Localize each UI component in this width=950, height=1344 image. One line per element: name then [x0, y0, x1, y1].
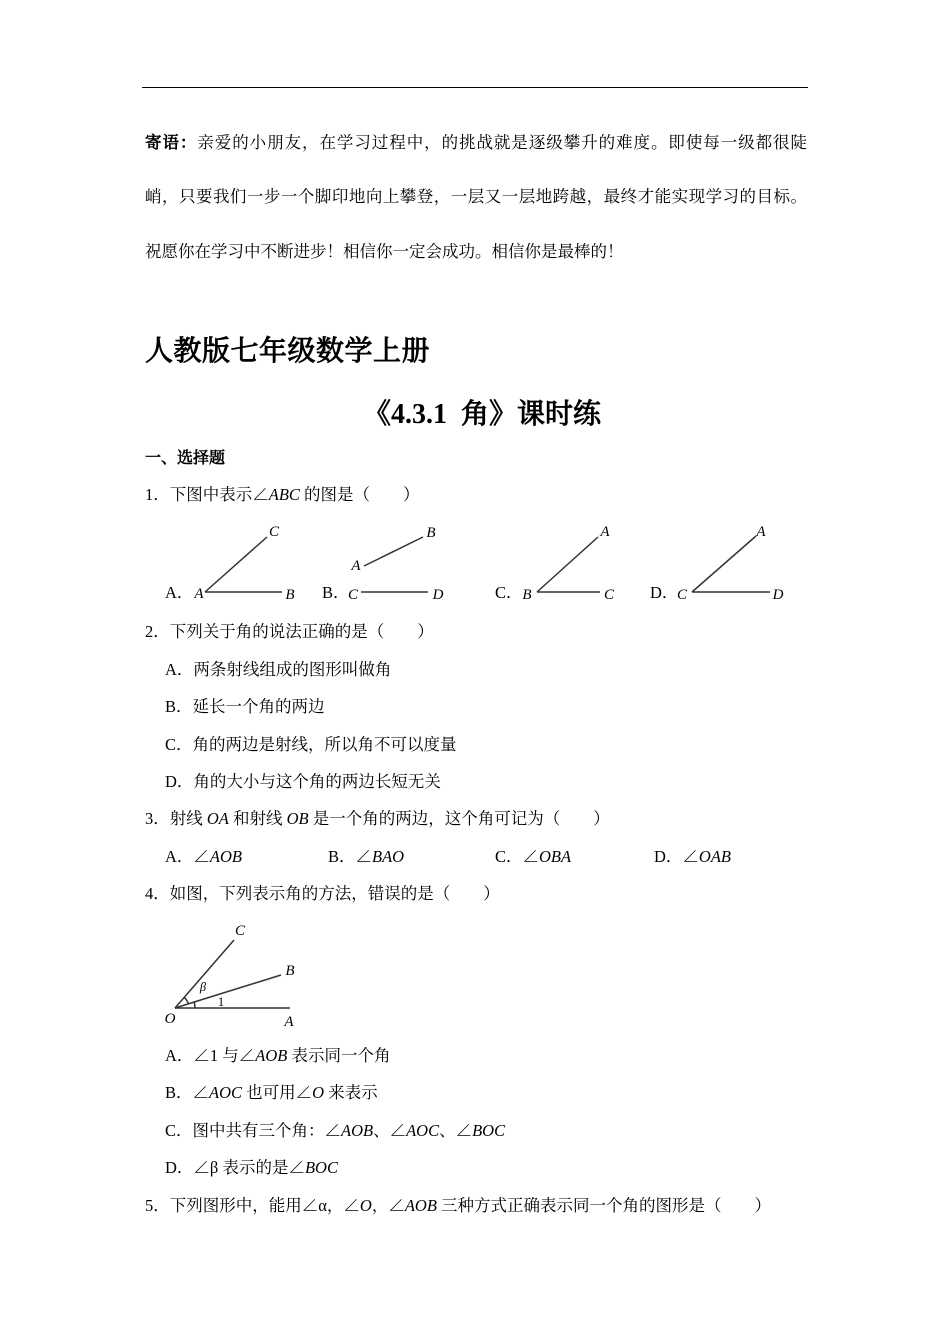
point-label: C	[268, 524, 280, 540]
angle-1-arc	[194, 1002, 195, 1008]
q1-figure-c	[522, 524, 615, 603]
option-text: 也可用∠	[242, 1083, 313, 1102]
option-label: B．	[328, 847, 356, 866]
point-label: A	[284, 1014, 294, 1030]
point-label: A	[600, 524, 610, 540]
q1-option-c-label: C．	[495, 583, 523, 602]
q3-option-d	[654, 847, 731, 867]
point-label: B	[426, 525, 436, 541]
q2-option-a	[165, 660, 391, 680]
ray	[537, 537, 598, 592]
ray-name: OA	[206, 809, 229, 828]
point-label: A	[351, 558, 361, 574]
stem-text: 和射线	[228, 809, 287, 828]
angle-name: BOC	[304, 1158, 338, 1177]
ray-name: OB	[286, 809, 309, 828]
point-label: D	[772, 587, 784, 603]
q1-figure-a	[193, 524, 294, 603]
stem-text: 3．射线	[145, 809, 207, 828]
q4-option-b	[165, 1083, 378, 1103]
option-text: 角的两边是射线，所以角不可以度量	[192, 735, 457, 754]
message-line-1	[145, 133, 807, 153]
option-text: 图中共有三个角：∠	[192, 1121, 342, 1140]
option-label: C．	[165, 735, 193, 754]
option-text: 两条射线组成的图形叫做角	[193, 660, 392, 679]
option-text: 、∠	[439, 1121, 473, 1140]
point-label: B	[522, 587, 532, 603]
ray-oc	[175, 940, 234, 1008]
q1-option-d-label: D．	[650, 583, 679, 602]
header-rule	[142, 87, 808, 88]
option-text: 延长一个角的两边	[192, 697, 325, 716]
angle-label-beta: β	[199, 980, 207, 994]
q1-figure-d	[677, 524, 784, 603]
question-1-stem	[145, 485, 420, 505]
option-text: 角的大小与这个角的两边长短无关	[193, 772, 441, 791]
message-text: 亲爱的小朋友，在学习过程中，的挑战就是逐级攀升的难度。即使每一级都很陡	[197, 133, 808, 152]
option-label: B．	[165, 697, 193, 716]
q2-option-c	[165, 735, 457, 755]
message-line-2	[145, 187, 807, 207]
message-line-3	[145, 242, 624, 262]
message-text: 祝愿你在学习中不断进步！相信你一定会成功。相信你是最棒的！	[145, 242, 624, 261]
q4-option-c	[165, 1121, 505, 1141]
stem-text: 5．下列图形中，能用∠α，∠	[145, 1196, 360, 1215]
angle-name: OAB	[698, 847, 731, 866]
q1-figure-b	[348, 525, 444, 603]
stem-text: ，∠	[371, 1196, 405, 1215]
angle-name: BOC	[472, 1121, 506, 1140]
q3-option-c	[495, 847, 571, 867]
angle-name: AOB	[341, 1121, 374, 1140]
angle-symbol: ∠	[522, 847, 540, 866]
point-label: C	[603, 587, 615, 603]
angle-name: OBA	[539, 847, 572, 866]
q4-figure	[150, 915, 310, 1030]
q4-option-a	[165, 1046, 391, 1066]
option-text: 表示同一个角	[287, 1046, 391, 1065]
message-label: 寄语：	[145, 133, 198, 152]
lesson-title: 《4.3.1 角》课时练	[362, 399, 601, 430]
point-label: B	[285, 587, 295, 603]
angle-name: O	[359, 1196, 372, 1215]
segment	[364, 537, 423, 566]
point-label: D	[432, 587, 444, 603]
q2-option-d	[165, 772, 441, 792]
point-label: A	[194, 586, 204, 602]
option-label: A．	[165, 1046, 194, 1065]
angle-symbol: ∠	[355, 847, 373, 866]
point-label: A	[756, 524, 766, 540]
stem-text: 的图是（ ）	[299, 485, 420, 504]
stem-text: 4．如图，下列表示角的方法，错误的是（ ）	[145, 884, 500, 903]
angle-name: ABC	[268, 485, 300, 504]
option-text: ∠	[192, 1083, 210, 1102]
angle-name: AOC	[209, 1083, 243, 1102]
stem-text: 1．下图中表示∠	[145, 485, 269, 504]
option-text: ∠β 表示的是∠	[193, 1158, 305, 1177]
section-heading: 一、选择题	[145, 450, 226, 467]
angle-beta-arc	[184, 997, 188, 1003]
angle-name: BAO	[372, 847, 405, 866]
point-label: B	[285, 963, 295, 979]
point-label: C	[676, 587, 688, 603]
angle-symbol: ∠	[193, 847, 210, 866]
angle-name: AOB	[209, 847, 242, 866]
option-label: C．	[495, 847, 523, 866]
q1-option-a-label: A．	[165, 583, 194, 602]
angle-name: AOC	[406, 1121, 440, 1140]
option-label: D．	[165, 772, 194, 791]
ray	[692, 536, 756, 592]
document-title: 人教版七年级数学上册	[145, 336, 431, 367]
point-label: C	[234, 923, 246, 939]
angle-name: AOB	[255, 1046, 288, 1065]
angle-name: O	[312, 1083, 325, 1102]
option-label: C．	[165, 1121, 193, 1140]
q4-option-d	[165, 1158, 338, 1178]
ray-ob	[175, 975, 281, 1008]
option-label: D．	[165, 1158, 194, 1177]
angle-symbol: ∠	[682, 847, 699, 866]
message-text: 峭，只要我们一步一个脚印地向上攀登，一层又一层地跨越，最终才能实现学习的目标。	[145, 187, 807, 206]
option-text: ∠1 与∠	[193, 1046, 256, 1065]
q1-figures	[150, 515, 800, 610]
question-4-stem	[145, 884, 500, 904]
question-2-stem	[145, 622, 434, 642]
stem-text: 是一个角的两边，这个角可记为（ ）	[308, 809, 610, 828]
option-text: 、∠	[373, 1121, 407, 1140]
stem-text: 三种方式正确表示同一个角的图形是（ ）	[436, 1196, 772, 1215]
point-label: C	[347, 587, 359, 603]
question-5-stem	[145, 1196, 771, 1216]
q2-option-b	[165, 697, 325, 717]
point-label: O	[164, 1011, 176, 1027]
angle-label-1: 1	[217, 995, 225, 1009]
ray	[205, 537, 267, 592]
option-label: A．	[165, 660, 194, 679]
q3-option-a	[165, 847, 242, 867]
question-3-stem	[145, 809, 610, 829]
option-text: 来表示	[324, 1083, 378, 1102]
q1-option-b-label: B．	[322, 583, 350, 602]
option-label: B．	[165, 1083, 193, 1102]
option-label: A．	[165, 847, 194, 866]
option-label: D．	[654, 847, 683, 866]
q3-option-b	[328, 847, 404, 867]
stem-text: 2．下列关于角的说法正确的是（ ）	[145, 622, 434, 641]
angle-name: AOB	[404, 1196, 437, 1215]
